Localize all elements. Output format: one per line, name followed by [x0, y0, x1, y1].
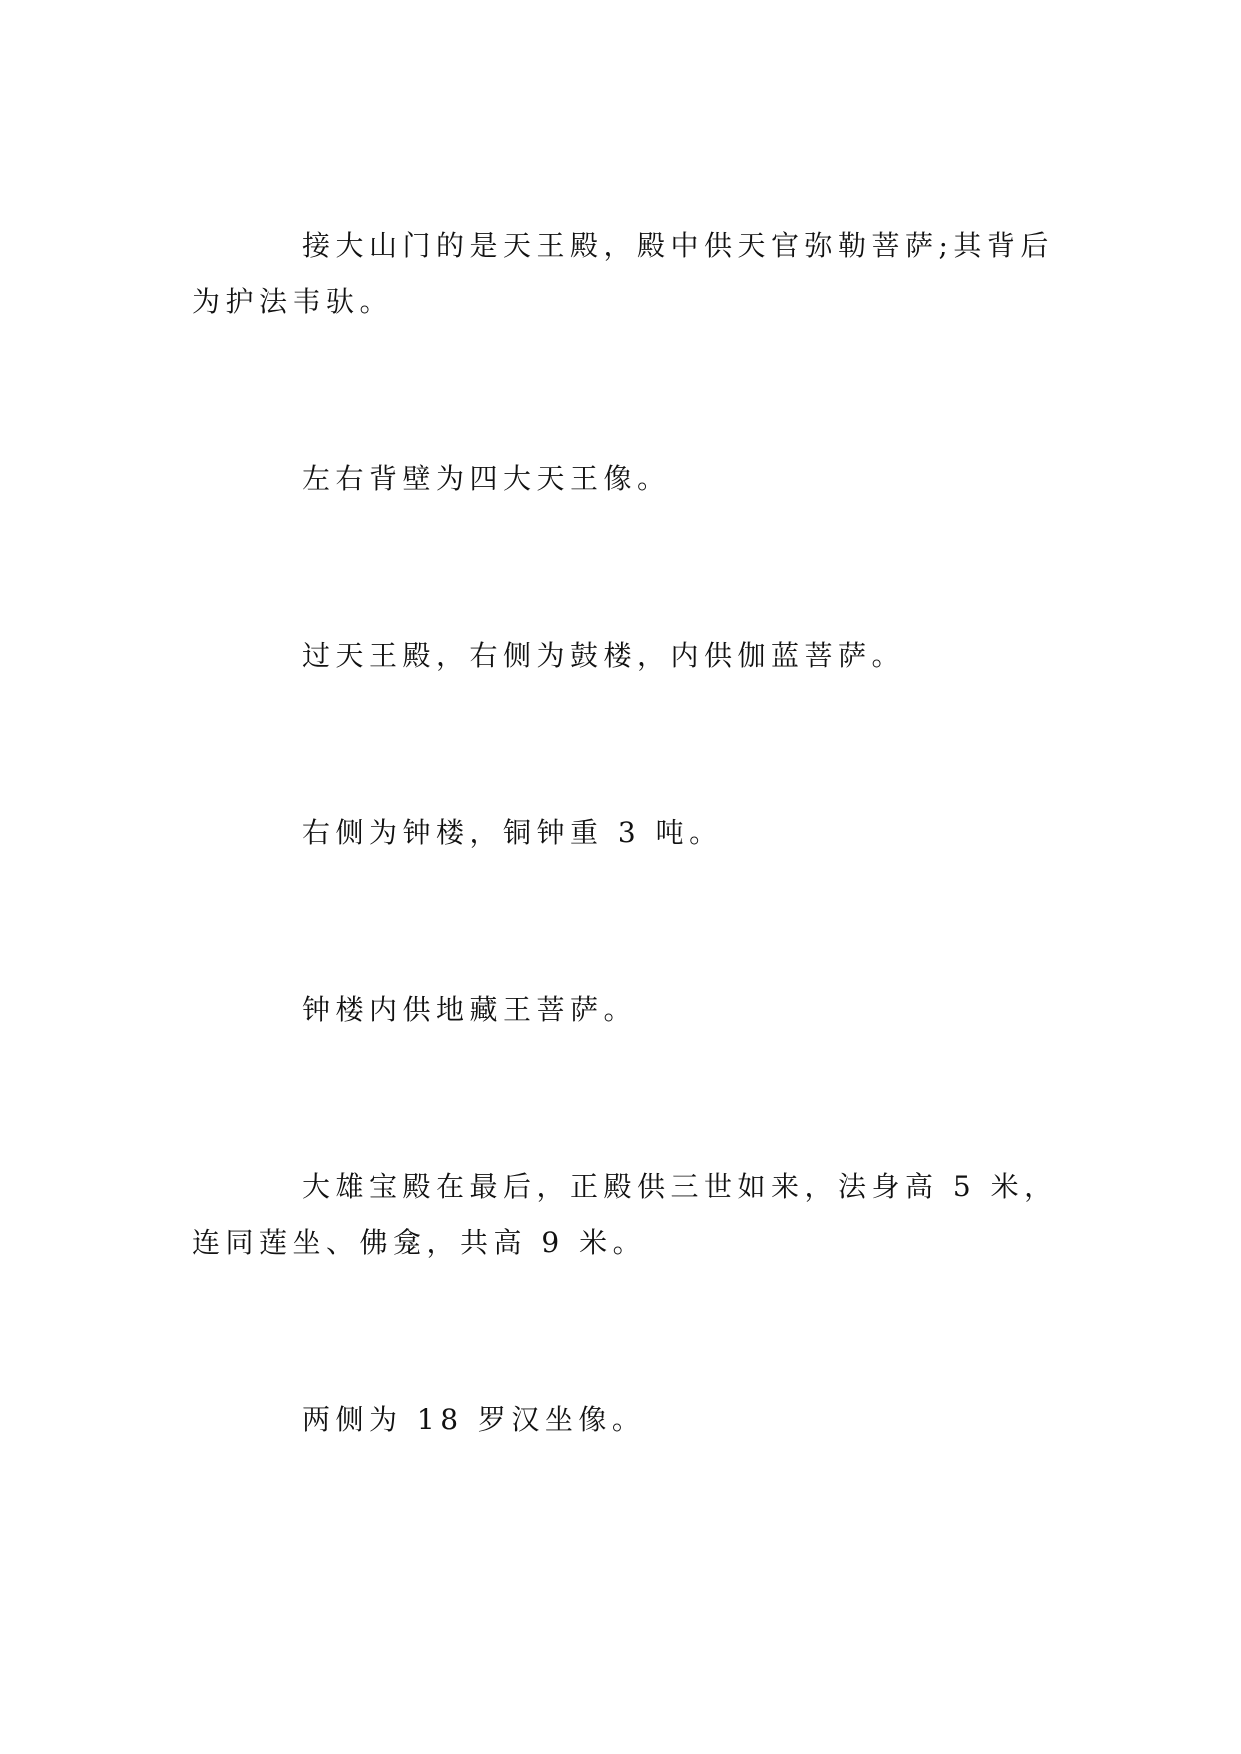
paragraph-line: 左右背壁为四大天王像。	[302, 462, 671, 495]
paragraph-line: 两侧为 18 罗汉坐像。	[302, 1403, 646, 1436]
paragraph-line: 过天王殿，右侧为鼓楼，内供伽蓝菩萨。	[302, 639, 906, 672]
paragraph-ksitigarbha	[192, 982, 1092, 1038]
paragraph-line: 为护法韦驮。	[192, 285, 394, 318]
paragraph-line: 右侧为钟楼，铜钟重 3 吨。	[302, 816, 723, 849]
paragraph-tianwang-hall	[192, 218, 1092, 330]
paragraph-line: 钟楼内供地藏王菩萨。	[302, 993, 638, 1026]
paragraph-main-hall	[192, 1159, 1092, 1271]
paragraph-line: 接大山门的是天王殿，殿中供天官弥勒菩萨;其背后	[302, 229, 1054, 262]
paragraph-line: 大雄宝殿在最后，正殿供三世如来，法身高 5 米，	[302, 1170, 1058, 1203]
paragraph-bell-tower	[192, 805, 1092, 861]
paragraph-arhats	[192, 1392, 1092, 1448]
paragraph-line: 连同莲坐、佛龛，共高 9 米。	[192, 1226, 647, 1259]
paragraph-drum-tower	[192, 628, 1092, 684]
paragraph-four-heavenly-kings	[192, 451, 1092, 507]
document-body	[192, 218, 1092, 1569]
